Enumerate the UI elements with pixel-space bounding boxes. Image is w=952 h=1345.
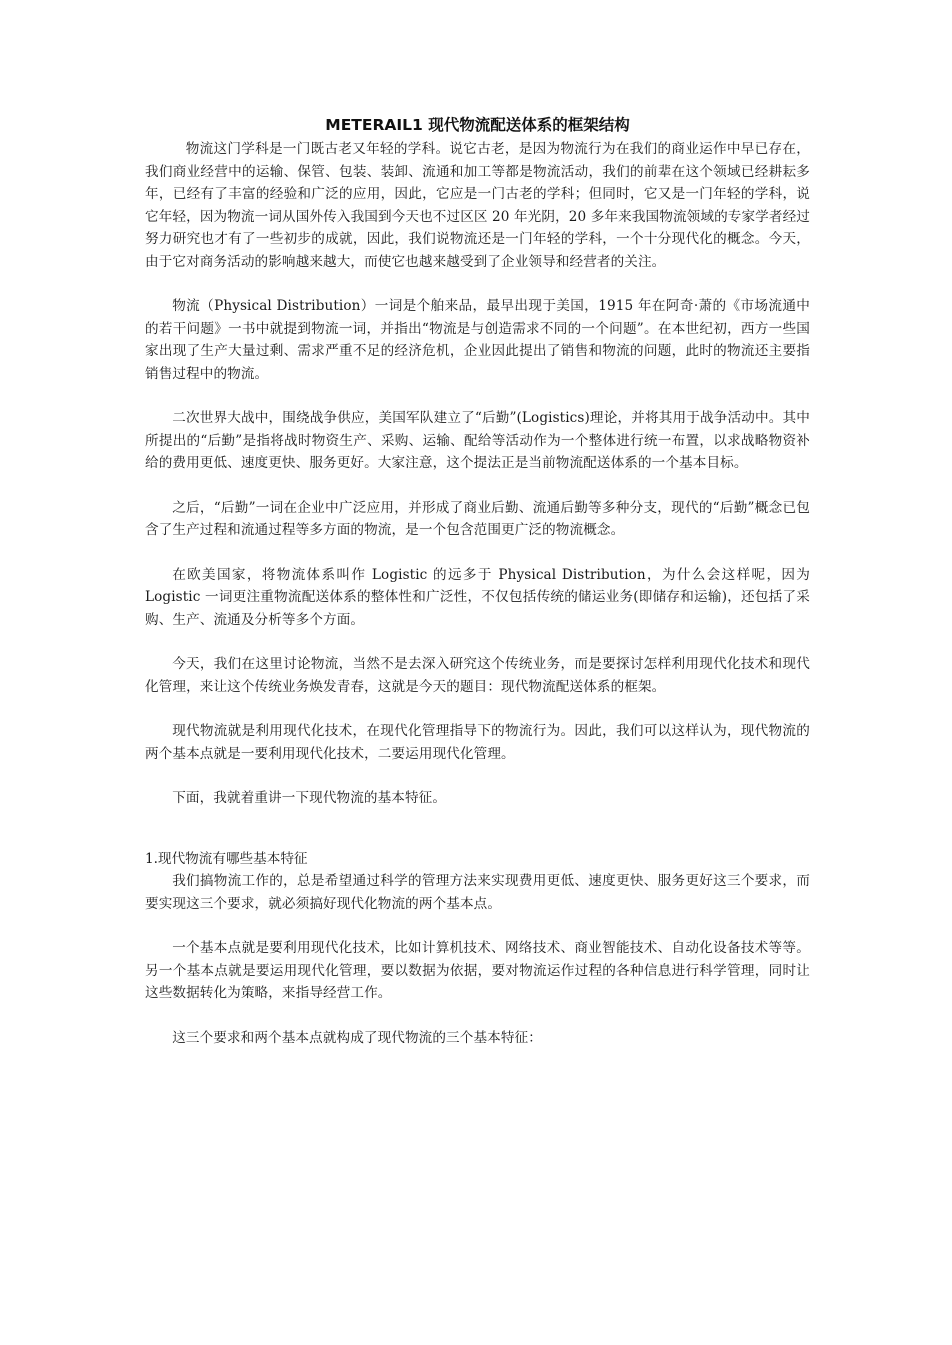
paragraph-logistic-term: 在欧美国家，将物流体系叫作 Logistic 的远多于 Physical Distribution，为什么会这样呢，因为 Logistic 一词更注重物流配送体系的整体性和广泛性，不仅包括传统的储运业务(即储存和运输)，还包括了采购、生产、流通及分析等多个方面。 bbox=[145, 566, 810, 628]
paragraph-logistics-wwii: 二次世界大战中，围绕战争供应，美国军队建立了“后勤”(Logistics)理论，并将其用于战争活动中。其中所提出的“后勤”是指将战时物资生产、采购、运输、配给等活动作为一个整体进行统一布置，以求战略物资补给的费用更低、速度更快、服务更好。大家注意，这个提法正是当前物流配送体系的一个基本目标。 bbox=[145, 410, 810, 471]
paragraph-modern-logistics: 现代物流就是利用现代化技术，在现代化管理指导下的物流行为。因此，我们可以这样认为，现代物流的两个基本点就是一要利用现代化技术，二要运用现代化管理。 bbox=[145, 723, 810, 762]
paragraph-section1-requirements: 我们搞物流工作的，总是希望通过科学的管理方法来实现费用更低、速度更快、服务更好这三个要求，而要实现这三个要求，就必须搞好现代化物流的两个基本点。 bbox=[145, 873, 810, 912]
paragraph-today-topic: 今天，我们在这里讨论物流，当然不是去深入研究这个传统业务，而是要探讨怎样利用现代化技术和现代化管理，来让这个传统业务焕发青春，这就是今天的题目：现代物流配送体系的框架。 bbox=[145, 656, 810, 695]
paragraph-spacer bbox=[145, 765, 810, 787]
paragraph-intro: 物流这门学科是一门既古老又年轻的学科。说它古老，是因为物流行为在我们的商业运作中早已存在，我们商业经营中的运输、保管、包装、装卸、流通和加工等都是物流活动，我们的前辈在这个领域已经耕耘多年，已经有了丰富的经验和广泛的应用，因此，它应是一门古老的学科；但同时，它又是一门年轻的学科，说它年轻，因为物流一词从国外传入我国到今天也不过区区 20 年光阴，20 多年来我国物流领域的专家学者经过努力研究也才有了一些初步的成就，因此，我们说物流还是一门年轻的学科，一个十分现代化的概念。今天，由于它对商务活动的影响越来越大，而使它也越来越受到了企业领导和经营者的关注。 bbox=[145, 141, 810, 270]
paragraph-spacer bbox=[145, 542, 810, 564]
paragraph-logistics-enterprise: 之后，“后勤”一词在企业中广泛应用，并形成了商业后勤、流通后勤等多种分支，现代的“后勤”概念已包含了生产过程和流通过程等多方面的物流，是一个包含范围更广泛的物流概念。 bbox=[145, 499, 810, 538]
section-spacer bbox=[145, 810, 810, 848]
paragraph-next: 下面，我就着重讲一下现代物流的基本特征。 bbox=[172, 790, 447, 806]
section-heading: 1.现代物流有哪些基本特征 bbox=[145, 850, 308, 867]
paragraph-spacer bbox=[145, 475, 810, 497]
paragraph-physical-distribution: 物流（Physical Distribution）一词是个舶来品，最早出现于美国，1915 年在阿奇·萧的《市场流通中的若干问题》一书中就提到物流一词，并指出“物流是与创造需求不同的一个问题”。在本世纪初，西方一些国家出现了生产大量过剩、需求严重不足的经济危机，企业因此提出了销售和物流的问题，此时的物流还主要指销售过程中的物流。 bbox=[145, 298, 810, 382]
document-title: METERAIL1 现代物流配送体系的框架结构 bbox=[325, 116, 630, 134]
paragraph-spacer bbox=[145, 273, 810, 295]
paragraph-spacer bbox=[145, 631, 810, 653]
paragraph-spacer bbox=[145, 915, 810, 937]
document-page bbox=[145, 114, 810, 1049]
paragraph-spacer bbox=[145, 698, 810, 720]
paragraph-spacer bbox=[145, 1005, 810, 1027]
paragraph-section1-features: 这三个要求和两个基本点就构成了现代物流的三个基本特征： bbox=[172, 1029, 542, 1046]
paragraph-spacer bbox=[145, 385, 810, 407]
paragraph-section1-basics: 一个基本点就是要利用现代化技术，比如计算机技术、网络技术、商业智能技术、自动化设备技术等等。另一个基本点就是要运用现代化管理，要以数据为依据，要对物流运作过程的各种信息进行科学管理，同时让这些数据转化为策略，来指导经营工作。 bbox=[145, 940, 810, 1001]
